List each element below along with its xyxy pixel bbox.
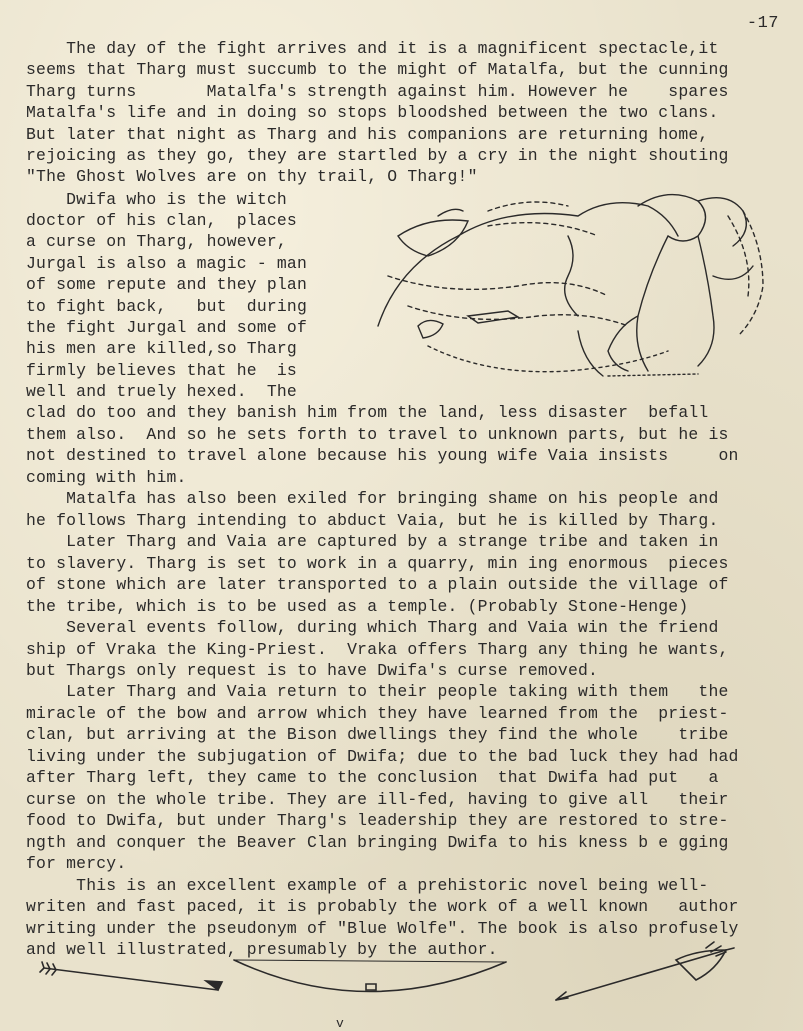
text-line: writing under the pseudonym of "Blue Wolfe". The book is also profusely bbox=[26, 919, 739, 938]
text-line: The day of the fight arrives and it is a magnificent spectacle,it bbox=[26, 39, 719, 58]
text-line: Later Tharg and Vaia return to their people taking with them the bbox=[26, 682, 729, 701]
text-line: Dwifa who is the witch bbox=[26, 190, 287, 209]
text-line: living under the subjugation of Dwifa; due to the bad luck they had had bbox=[26, 747, 739, 766]
text-line: ship of Vraka the King-Priest. Vraka offers Tharg any thing he wants, bbox=[26, 640, 729, 659]
text-line: to fight back, but during bbox=[26, 297, 308, 316]
text-line: Several events follow, during which Tharg and Vaia win the friend bbox=[26, 618, 719, 637]
text-line: Later Tharg and Vaia are captured by a strange tribe and taken in bbox=[26, 532, 719, 551]
text-line: This is an excellent example of a prehistoric novel being well- bbox=[26, 876, 709, 895]
text-line: doctor of his clan, places bbox=[26, 211, 297, 230]
text-line: coming with him. bbox=[26, 468, 187, 487]
text-line: to slavery. Tharg is set to work in a quarry, min ing enormous pieces bbox=[26, 554, 729, 573]
text-line: seems that Tharg must succumb to the might of Matalfa, but the cunning bbox=[26, 60, 729, 79]
text-line: after Tharg left, they came to the conclusion that Dwifa had put a bbox=[26, 768, 719, 787]
text-line: of some repute and they plan bbox=[26, 275, 308, 294]
bow-and-arrow-illustration bbox=[36, 940, 776, 1020]
text-line: Tharg turns Matalfa's strength against him. However he spares bbox=[26, 82, 729, 101]
text-line: rejoicing as they go, they are startled by a cry in the night shouting bbox=[26, 146, 729, 165]
text-line: firmly believes that he is bbox=[26, 361, 297, 380]
text-line: not destined to travel alone because his young wife Vaia insists on bbox=[26, 446, 739, 465]
text-line: and well illustrated, presumably by the author. bbox=[26, 940, 498, 959]
text-line: well and truely hexed. The bbox=[26, 382, 297, 401]
text-line: a curse on Tharg, however, bbox=[26, 232, 287, 251]
text-line: food to Dwifa, but under Tharg's leadership they are restored to stre- bbox=[26, 811, 729, 830]
text-line: his men are killed,so Tharg bbox=[26, 339, 297, 358]
text-line: of stone which are later transported to a plain outside the village of bbox=[26, 575, 729, 594]
text-line: Jurgal is also a magic - man bbox=[26, 254, 308, 273]
text-line: he follows Tharg intending to abduct Vaia, but he is killed by Tharg. bbox=[26, 511, 719, 530]
text-line: Matalfa's life and in doing so stops bloodshed between the two clans. bbox=[26, 103, 719, 122]
text-line: "The Ghost Wolves are on thy trail, O Tharg!" bbox=[26, 167, 478, 186]
text-line: the fight Jurgal and some of bbox=[26, 318, 308, 337]
text-line: them also. And so he sets forth to travel to unknown parts, but he is bbox=[26, 425, 729, 444]
text-line: for mercy. bbox=[26, 854, 127, 873]
footer-mark: v bbox=[336, 1016, 344, 1031]
text-line: curse on the whole tribe. They are ill-fed, having to give all their bbox=[26, 790, 729, 809]
text-line: clad do too and they banish him from the land, less disaster befall bbox=[26, 403, 709, 422]
text-line: writen and fast paced, it is probably the work of a well known author bbox=[26, 897, 739, 916]
page-number: -17 bbox=[746, 14, 779, 33]
text-line: ngth and conquer the Beaver Clan bringing Dwifa to his kness b e gging bbox=[26, 833, 729, 852]
text-line: but Thargs only request is to have Dwifa's curse removed. bbox=[26, 661, 599, 680]
caveman-illustration bbox=[368, 176, 778, 388]
text-line: Matalfa has also been exiled for bringing shame on his people and bbox=[26, 489, 719, 508]
text-line: the tribe, which is to be used as a temple. (Probably Stone-Henge) bbox=[26, 597, 689, 616]
text-line: clan, but arriving at the Bison dwellings they find the whole tribe bbox=[26, 725, 729, 744]
text-line: But later that night as Tharg and his companions are returning home, bbox=[26, 125, 709, 144]
text-line: miracle of the bow and arrow which they have learned from the priest- bbox=[26, 704, 729, 723]
